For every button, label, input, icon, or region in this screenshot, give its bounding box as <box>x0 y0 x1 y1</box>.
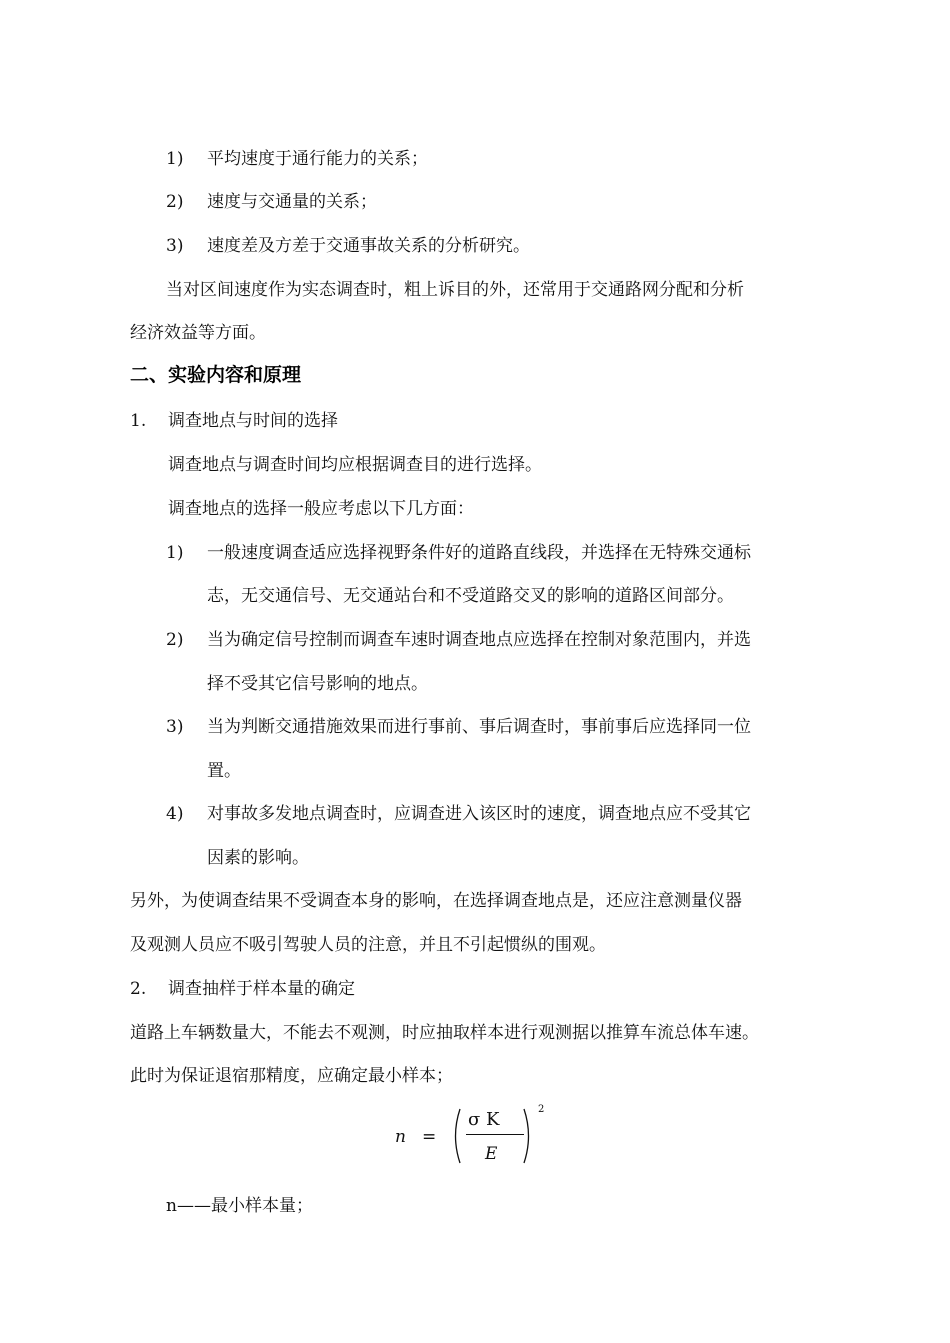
list-b-item-3-line-1: 当为判断交通措施效果而进行事前、事后调查时，事前事后应选择同一位 <box>207 717 751 737</box>
list-b-number-1: 1) <box>166 543 184 563</box>
list-a-number-2: 2) <box>166 192 184 212</box>
item-1-title: 调查地点与时间的选择 <box>168 411 338 431</box>
item-1-paragraph-2: 调查地点的选择一般应考虑以下几方面： <box>168 499 474 519</box>
list-a-number-1: 1) <box>166 149 184 169</box>
item-2-number: 2. <box>130 979 147 999</box>
list-b-item-4-line-1: 对事故多发地点调查时，应调查进入该区时的速度，调查地点应不受其它 <box>207 804 751 824</box>
item-1-number: 1. <box>130 411 147 431</box>
paragraph-b-line-2: 及观测人员应不吸引驾驶人员的注意，并且不引起惯纵的围观。 <box>130 935 606 955</box>
paragraph-b-line-1: 另外，为使调查结果不受调查本身的影响，在选择调查地点是，还应注意测量仪器 <box>130 891 742 911</box>
item-2-line-2: 此时为保证退宿那精度，应确定最小样本； <box>130 1066 453 1086</box>
list-a-item-3: 速度差及方差于交通事故关系的分析研究。 <box>207 236 530 256</box>
list-a-item-2: 速度与交通量的关系； <box>207 192 377 212</box>
formula-denominator: E <box>485 1144 498 1164</box>
formula-lhs: n <box>395 1127 406 1147</box>
formula-exponent: 2 <box>538 1104 545 1115</box>
paragraph-a-line-2: 经济效益等方面。 <box>130 323 266 343</box>
list-b-item-2-line-2: 择不受其它信号影响的地点。 <box>207 674 428 694</box>
list-b-item-1-line-2: 志，无交通信号、无交通站台和不受道路交叉的影响的道路区间部分。 <box>207 586 734 606</box>
list-a-number-3: 3) <box>166 236 184 256</box>
section-heading: 二、实验内容和原理 <box>130 364 302 386</box>
definition-line: n——最小样本量； <box>166 1196 313 1216</box>
left-parenthesis <box>450 1108 462 1164</box>
sample-size-formula <box>380 1100 580 1180</box>
item-1-paragraph-1: 调查地点与调查时间均应根据调查目的进行选择。 <box>168 455 542 475</box>
list-b-number-2: 2) <box>166 630 184 650</box>
list-b-item-1-line-1: 一般速度调查适应选择视野条件好的道路直线段，并选择在无特殊交通标 <box>207 543 751 563</box>
list-b-number-3: 3) <box>166 717 184 737</box>
list-b-number-4: 4) <box>166 804 184 824</box>
paragraph-a-line-1: 当对区间速度作为实态调查时，粗上诉目的外，还常用于交通路网分配和分析 <box>166 280 744 300</box>
right-parenthesis <box>522 1108 534 1164</box>
list-a-item-1: 平均速度于通行能力的关系； <box>207 149 428 169</box>
item-2-title: 调查抽样于样本量的确定 <box>168 979 355 999</box>
list-b-item-2-line-1: 当为确定信号控制而调查车速时调查地点应选择在控制对象范围内，并选 <box>207 630 751 650</box>
formula-equals: = <box>422 1127 437 1147</box>
formula-numerator: σ K <box>468 1109 500 1130</box>
item-2-line-1: 道路上车辆数量大，不能去不观测，时应抽取样本进行观测据以推算车流总体车速。 <box>130 1023 759 1043</box>
list-b-item-4-line-2: 因素的影响。 <box>207 848 309 868</box>
fraction-bar <box>466 1134 524 1135</box>
list-b-item-3-line-2: 置。 <box>207 761 241 781</box>
